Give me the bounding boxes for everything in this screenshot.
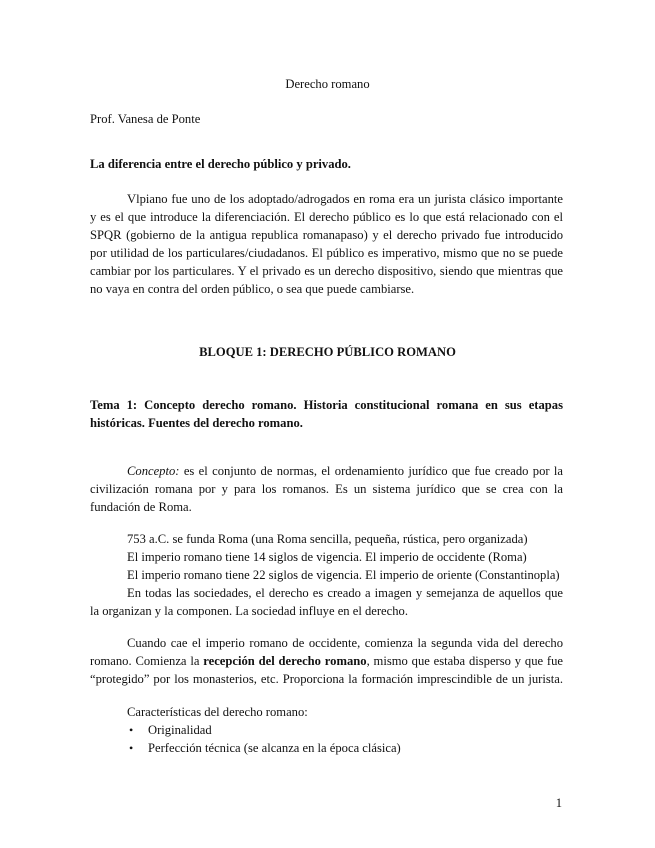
- concepto-line: civilización romana por y para los romanos. Es un sistema jurídico que se crea con la: [90, 482, 563, 496]
- caida-line: [90, 652, 563, 670]
- hist-line: la organizan y la componen. La sociedad influye en el derecho.: [90, 604, 408, 618]
- tema-heading: Tema 1: Concepto derecho romano. Historia constitucional romana en sus etapas: [90, 398, 563, 412]
- concepto-line: fundación de Roma.: [90, 500, 192, 514]
- recepcion-bold: recepción del derecho romano: [203, 654, 367, 668]
- caida-text: romano. Comienza la: [90, 654, 204, 668]
- concepto-line: [127, 462, 563, 480]
- para1-line: y es el que introduce la diferenciación. El derecho público es lo que está relacionado con el: [90, 210, 563, 224]
- section-heading: La diferencia entre el derecho público y privado.: [90, 157, 351, 171]
- document-title: Derecho romano: [285, 77, 370, 91]
- bullet-icon: •: [129, 723, 134, 737]
- hist-line: El imperio romano tiene 14 siglos de vigencia. El imperio de occidente (Roma): [127, 550, 527, 564]
- para1-line: SPQR (gobierno de la antigua republica romanapaso) y el derecho privado fue introducido: [90, 228, 563, 242]
- caract-item: Originalidad: [148, 723, 212, 737]
- caida-line: “protegido” por los monasterios, etc. Proporciona la formación imprescindible de un jurista.: [90, 672, 563, 686]
- hist-line: 753 a.C. se funda Roma (una Roma sencilla, pequeña, rústica, pero organizada): [127, 532, 528, 546]
- para1-line: no vaya en contra del orden público, o sea que puede cambiarse.: [90, 282, 415, 296]
- caract-item: Perfección técnica (se alcanza en la época clásica): [148, 741, 401, 755]
- caida-line: Cuando cae el imperio romano de occidente, comienza la segunda vida del derecho: [127, 636, 563, 650]
- para1-line: por utilidad de los particulares/ciudadanos. El público es imperativo, mismo que no se puede: [90, 246, 563, 260]
- bloque-heading: BLOQUE 1: DERECHO PÚBLICO ROMANO: [199, 345, 456, 359]
- bullet-icon: •: [129, 741, 134, 755]
- concepto-text: es el conjunto de normas, el ordenamiento jurídico que fue creado por la: [179, 464, 563, 478]
- hist-line: El imperio romano tiene 22 siglos de vigencia. El imperio de oriente (Constantinopla): [127, 568, 560, 582]
- tema-heading: históricas. Fuentes del derecho romano.: [90, 416, 303, 430]
- professor-name: Prof. Vanesa de Ponte: [90, 112, 201, 126]
- page-number: 1: [555, 796, 562, 810]
- hist-line: En todas las sociedades, el derecho es creado a imagen y semejanza de aquellos que: [127, 586, 563, 600]
- caract-intro: Características del derecho romano:: [127, 705, 308, 719]
- concepto-label: Concepto:: [127, 464, 180, 478]
- para1-line: Vlpiano fue uno de los adoptado/adrogados en roma era un jurista clásico importante: [127, 192, 563, 206]
- caida-text: , mismo que estaba disperso y que fue: [366, 654, 563, 668]
- para1-line: cambiar por los particulares. Y el privado es un derecho dispositivo, siendo que mientras que: [90, 264, 563, 278]
